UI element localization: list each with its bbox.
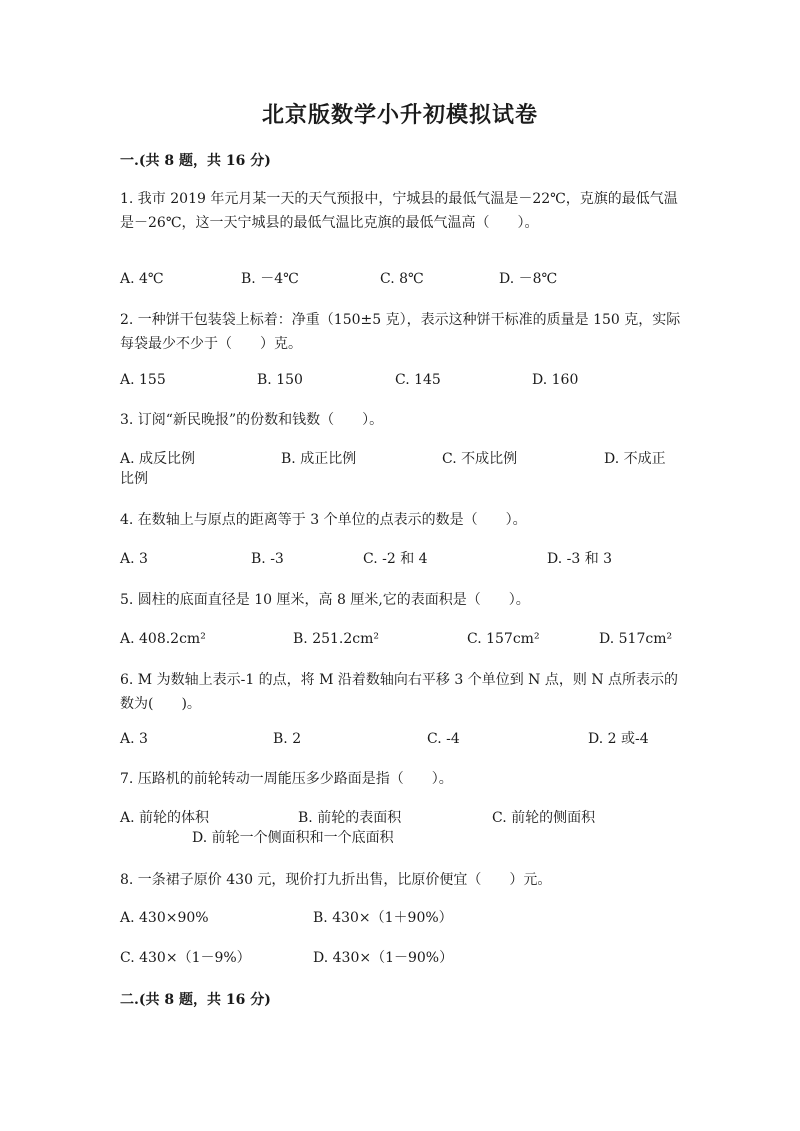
option-d: D. 不成正 [604, 451, 666, 467]
section-heading-1: 一.(共 8 题，共 16 分) [120, 153, 271, 169]
question-7: 7. 压路机的前轮转动一周能压多少路面是指（ ）。 [120, 771, 453, 787]
question-6-options [120, 729, 680, 749]
option-b: B. 430×（1＋90%） [313, 910, 453, 926]
option-c: C. 157cm² [467, 631, 540, 647]
option-a: A. 3 [120, 551, 148, 567]
question-3-options [120, 449, 680, 489]
question-3: 3. 订阅“新民晚报”的份数和钱数（ ）。 [120, 412, 384, 428]
option-b: B. －4℃ [241, 271, 299, 287]
option-d: D. －8℃ [499, 271, 558, 287]
question-6: 6. M 为数轴上表示-1 的点，将 M 沿着数轴向右平移 3 个单位到 N 点，则 N 点所表示的数为( )。 [120, 672, 679, 712]
question-2: 2. 一种饼干包装袋上标着：净重（150±5 克），表示这种饼干标准的质量是 150 克，实际每袋最少不少于（ ）克。 [120, 312, 681, 352]
question-1-options [120, 269, 680, 289]
option-d: D. 517cm² [599, 631, 673, 647]
option-d-continued: 比例 [120, 471, 148, 487]
option-d: D. 2 或-4 [588, 731, 649, 747]
option-a: A. 成反比例 [120, 451, 196, 467]
question-8: 8. 一条裙子原价 430 元，现价打九折出售，比原价便宜（ ）元。 [120, 872, 552, 888]
question-5-options [120, 629, 680, 649]
option-c: C. -4 [427, 731, 460, 747]
question-8-options-row-2 [120, 948, 680, 968]
option-c: C. 前轮的侧面积 [492, 810, 596, 826]
question-7-options [120, 808, 680, 848]
question-5: 5. 圆柱的底面直径是 10 厘米，高 8 厘米,它的表面积是（ ）。 [120, 592, 530, 608]
option-a: A. 408.2cm² [120, 631, 206, 647]
question-1: 1. 我市 2019 年元月某一天的天气预报中，宁城县的最低气温是－22℃，克旗的最低气温是－26℃，这一天宁城县的最低气温比克旗的最低气温高（ ）。 [120, 191, 678, 231]
option-b: B. 251.2cm² [293, 631, 379, 647]
question-8-options-row-1 [120, 908, 680, 928]
option-a: A. 3 [120, 731, 148, 747]
option-d: D. 430×（1－90%） [313, 950, 454, 966]
page-title: 北京版数学小升初模拟试卷 [261, 102, 538, 128]
question-4-options [120, 549, 680, 569]
option-b: B. 2 [273, 731, 302, 747]
option-d: D. 前轮一个侧面积和一个底面积 [192, 830, 394, 846]
option-b: B. 成正比例 [281, 451, 357, 467]
question-4: 4. 在数轴上与原点的距离等于 3 个单位的点表示的数是（ ）。 [120, 512, 527, 528]
option-a: A. 430×90% [120, 910, 209, 926]
option-c: C. 不成比例 [442, 451, 518, 467]
option-c: C. -2 和 4 [363, 551, 428, 567]
option-b: B. 前轮的表面积 [298, 810, 402, 826]
option-a: A. 4℃ [120, 271, 164, 287]
option-a: A. 155 [120, 372, 166, 388]
option-d: D. 160 [532, 372, 579, 388]
question-2-options [120, 370, 680, 390]
section-heading-2: 二.(共 8 题，共 16 分) [120, 992, 271, 1008]
option-b: B. 150 [257, 372, 303, 388]
option-b: B. -3 [251, 551, 284, 567]
option-d: D. -3 和 3 [547, 551, 613, 567]
option-c: C. 8℃ [380, 271, 424, 287]
option-a: A. 前轮的体积 [120, 810, 210, 826]
option-c: C. 145 [395, 372, 441, 388]
option-c: C. 430×（1－9%） [120, 950, 251, 966]
